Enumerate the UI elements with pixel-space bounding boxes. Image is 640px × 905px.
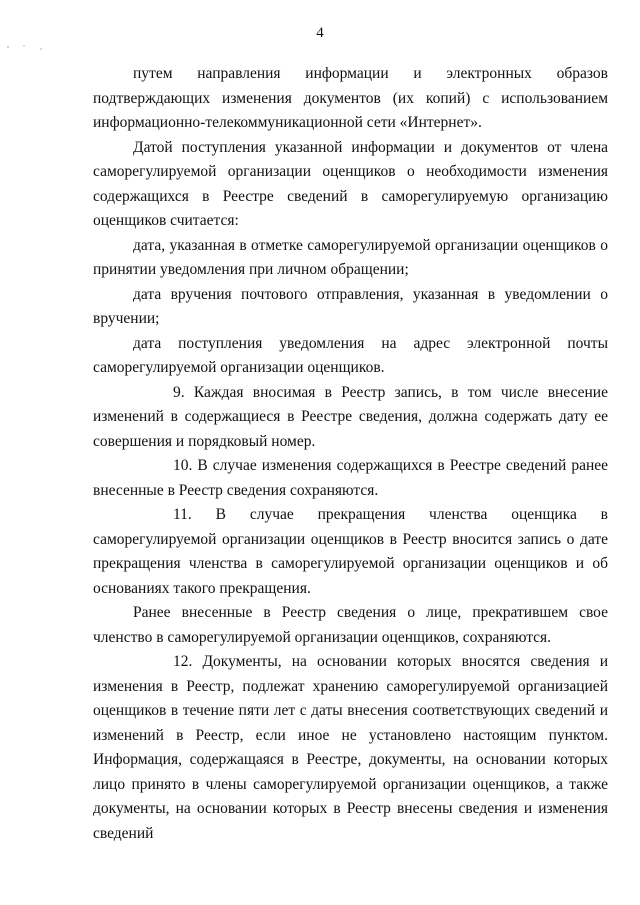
clause-9 xyxy=(93,381,608,455)
page-number: 4 xyxy=(316,25,324,41)
paragraph-text: дата поступления уведомления на адрес электронной почты саморегулируемой организации оценщиков. xyxy=(93,334,608,376)
clause-text: В случае прекращения членства оценщика в саморегулируемой организации оценщиков в Реестр вносится запись о дате прекращения членства в саморегулируемой организации оценщиков и об основаниях такого прекращения. xyxy=(93,506,608,597)
document-body xyxy=(93,62,608,846)
paragraph-date-personal xyxy=(93,234,608,283)
clause-number: 10. xyxy=(173,457,193,474)
clause-text: Каждая вносимая в Реестр запись, в том числе внесение изменений в содержащиеся в Реестре сведения, должна содержать дату ее совершения и порядковый номер. xyxy=(93,383,608,450)
paragraph-text: Ранее внесенные в Реестр сведения о лице, прекратившем свое членство в саморегулируемой организации оценщиков, сохраняются. xyxy=(93,604,608,646)
clause-text: В случае изменения содержащихся в Реестре сведений ранее внесенные в Реестр сведения сохраняются. xyxy=(93,457,609,499)
paragraph-date-email xyxy=(93,332,608,381)
clause-number: 12. xyxy=(173,653,193,670)
clause-12 xyxy=(93,650,608,846)
paragraph-text: Датой поступления указанной информации и документов от члена саморегулируемой организации оценщиков о необходимости изменения содержащихся в Реестре сведений в саморегулируемую организацию оценщиков считается: xyxy=(93,138,608,229)
paragraph-date-receipt xyxy=(93,136,608,234)
clause-text: Документы, на основании которых вносятся сведения и изменения в Реестр, подлежат хранению саморегулируемой организацией оценщиков в течение пяти лет с даты внесения соответствующих сведений и изменений в Реестр, если иное не установлено настоящим пунктом. Информация, содержащаяся в Реестре, документы, на основании которых лицо принято в члены саморегулируемой организации оценщиков, а также документы, на основании которых в Реестр внесены сведения и изменения сведений xyxy=(93,653,609,842)
paragraph-text: дата, указанная в отметке саморегулируемой организации оценщиков о принятии уведомления при личном обращении; xyxy=(93,236,608,278)
paragraph-date-postal xyxy=(93,283,608,332)
clause-number: 9. xyxy=(173,383,185,401)
clause-10 xyxy=(93,454,608,503)
paragraph-continuation xyxy=(93,62,608,136)
scan-artifact xyxy=(0,40,55,54)
clause-11 xyxy=(93,503,608,601)
paragraph-former-member xyxy=(93,601,608,650)
paragraph-text: дата вручения почтового отправления, указанная в уведомлении о вручении; xyxy=(93,285,608,327)
clause-number: 11. xyxy=(173,506,192,523)
paragraph-text: путем направления информации и электронных образов подтверждающих изменения документов (их копий) с использованием информационно-телекоммуникационной сети «Интернет». xyxy=(93,65,608,131)
